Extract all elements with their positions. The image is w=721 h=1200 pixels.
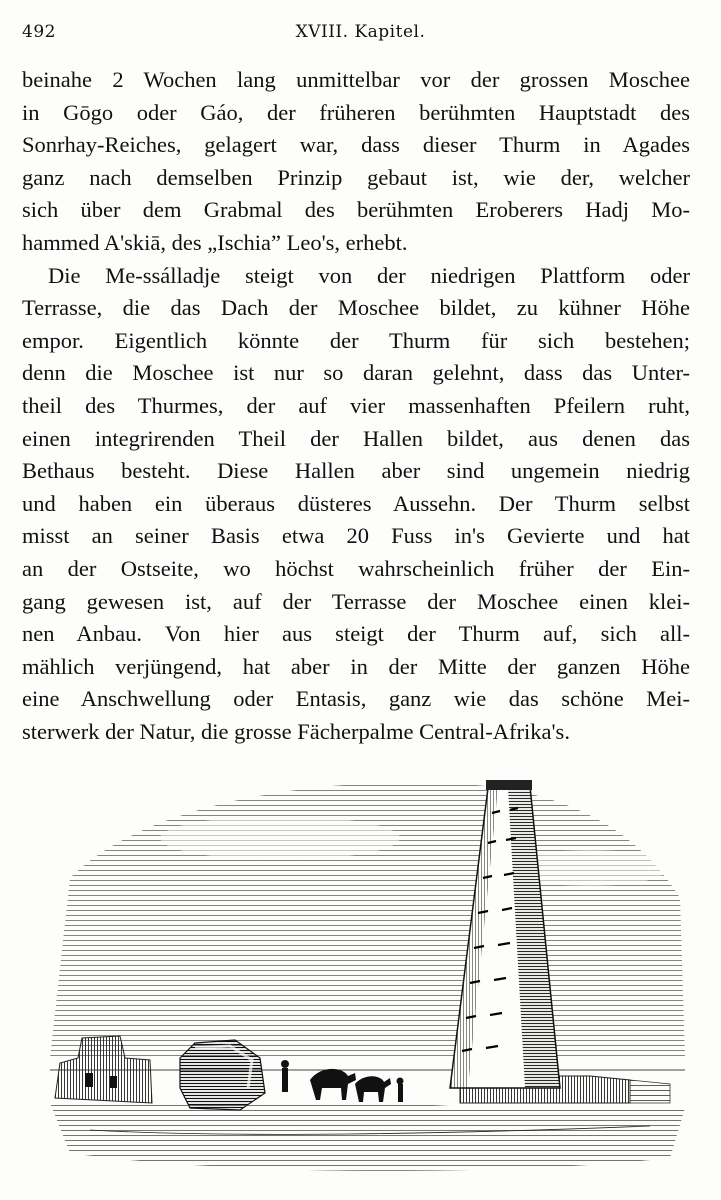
text-line: misst an seiner Basis etwa 20 Fuss in's Gevierte und hat xyxy=(22,523,690,549)
text-line: Die Me-ssálladje steigt von der niedrigen Plattform oder xyxy=(48,262,690,288)
page-header xyxy=(22,18,699,48)
text-line: mählich verjüngend, hat aber in der Mitte der ganzen Höhe xyxy=(22,653,690,679)
travellers xyxy=(281,1060,404,1102)
text-line: theil des Thurmes, der auf vier massenhaften Pfeilern ruht, xyxy=(22,392,690,418)
cloud xyxy=(160,816,400,860)
text-line: an der Ostseite, wo höchst wahrscheinlich früher der Ein- xyxy=(22,555,690,581)
engraving-illustration xyxy=(30,758,691,1178)
text-line: ganz nach demselben Prinzip gebaut ist, wie der, welcher xyxy=(22,164,690,190)
page-number: 492 xyxy=(22,22,56,42)
paragraph-2 xyxy=(22,260,690,749)
text-line: und haben ein überaus düsteres Aussehn. Der Thurm selbst xyxy=(22,490,690,516)
text-line: eine Anschwellung oder Entasis, ganz wie das schöne Mei- xyxy=(22,686,690,712)
text-line: denn die Moschee ist nur so daran gelehnt, dass das Unter- xyxy=(22,360,690,386)
text-line: Terrasse, die das Dach der Moschee bildet, zu kühner Höhe xyxy=(22,295,690,321)
body-text xyxy=(22,64,690,748)
text-line: Sonrhay-Reiches, gelagert war, dass dieser Thurm in Agades xyxy=(22,132,690,158)
text-line: sterwerk der Natur, die grosse Fächerpalme Central-Afrika's. xyxy=(22,718,570,744)
text-line: sich über dem Grabmal des berühmten Eroberers Hadj Mo- xyxy=(22,197,690,223)
text-line: in Gōgo oder Gáo, der früheren berühmten Hauptstadt des xyxy=(22,99,690,125)
text-line: beinahe 2 Wochen lang unmittelbar vor der grossen Moschee xyxy=(22,67,690,92)
ground xyxy=(50,1103,685,1171)
paragraph-1 xyxy=(22,64,690,260)
text-line: einen integrirenden Theil der Hallen bildet, aus denen das xyxy=(22,425,690,451)
text-line: nen Anbau. Von hier aus steigt der Thurm auf, sich all- xyxy=(22,621,690,647)
text-line: empor. Eigentlich könnte der Thurm für sich bestehen; xyxy=(22,327,690,353)
chapter-title: XVIII. Kapitel. xyxy=(295,22,426,42)
text-line: hammed A'skiā, des „Ischia” Leo's, erhebt. xyxy=(22,229,408,255)
text-line: Bethaus besteht. Diese Hallen aber sind ungemein niedrig xyxy=(22,458,690,484)
text-line: gang gewesen ist, auf der Terrasse der Moschee einen klei- xyxy=(22,588,690,614)
